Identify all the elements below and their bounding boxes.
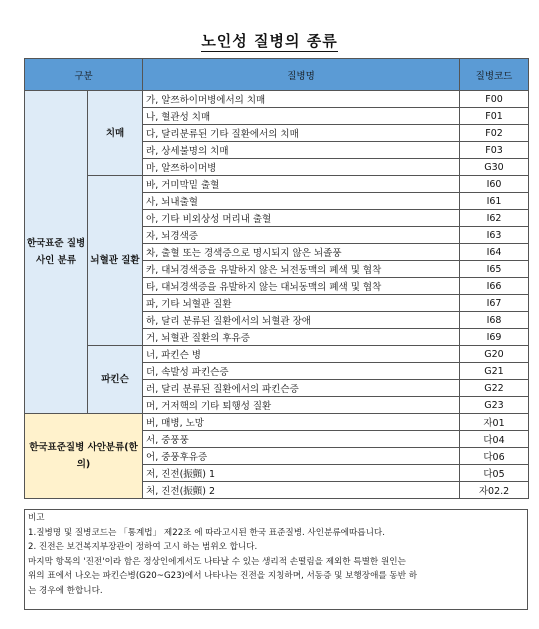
category-kcd: 한국표준 질병 사인 분류 bbox=[25, 91, 88, 414]
disease-name: 바, 거미막밑 출혈 bbox=[143, 176, 460, 193]
table-row bbox=[25, 176, 529, 193]
disease-code: 자01 bbox=[460, 414, 529, 431]
notes-heading: 비고 bbox=[28, 513, 45, 523]
disease-name: 너, 파킨슨 병 bbox=[143, 346, 460, 363]
disease-code: 다05 bbox=[460, 465, 529, 482]
disease-code: I68 bbox=[460, 312, 529, 329]
disease-code: I62 bbox=[460, 210, 529, 227]
disease-name: 나, 혈관성 치매 bbox=[143, 108, 460, 125]
disease-name: 다, 달리분류된 기타 질환에서의 치매 bbox=[143, 125, 460, 142]
disease-name: 가, 알쯔하이머병에서의 치매 bbox=[143, 91, 460, 108]
header-category: 구분 bbox=[25, 59, 143, 91]
disease-code: F01 bbox=[460, 108, 529, 125]
disease-code: I67 bbox=[460, 295, 529, 312]
note-line: 1.질병명 및 질병코드는 「통계법」 제22조 에 따라고시된 한국 표준질병. 사인분류에따릅니다. bbox=[28, 527, 385, 538]
disease-name: 차, 출혈 또는 경색증으로 명시되지 않은 뇌졸풍 bbox=[143, 244, 460, 261]
header-disease: 질병명 bbox=[143, 59, 460, 91]
disease-code: I64 bbox=[460, 244, 529, 261]
notes-box bbox=[24, 509, 528, 610]
disease-name: 저, 진전(振顫) 1 bbox=[143, 465, 460, 482]
disease-code: I63 bbox=[460, 227, 529, 244]
disease-code: G23 bbox=[460, 397, 529, 414]
disease-name: 사, 뇌내출혈 bbox=[143, 193, 460, 210]
table-header-row bbox=[25, 59, 529, 91]
disease-name: 파, 기타 뇌혈관 질환 bbox=[143, 295, 460, 312]
note-line: 는 경우에 한합니다. bbox=[28, 585, 103, 596]
disease-code: F03 bbox=[460, 142, 529, 159]
subgroup-cerebrovascular: 뇌혈관 질환 bbox=[88, 176, 143, 346]
table-row bbox=[25, 91, 529, 108]
disease-code: F02 bbox=[460, 125, 529, 142]
disease-name: 하, 달리 분류된 질환에서의 뇌혈관 장애 bbox=[143, 312, 460, 329]
table-row bbox=[25, 346, 529, 363]
disease-code: I65 bbox=[460, 261, 529, 278]
disease-code: I60 bbox=[460, 176, 529, 193]
disease-name: 서, 중풍풍 bbox=[143, 431, 460, 448]
disease-name: 카, 대뇌경색증을 유발하지 않은 뇌전동맥의 폐색 및 협착 bbox=[143, 261, 460, 278]
disease-code: I61 bbox=[460, 193, 529, 210]
disease-code: 자02.2 bbox=[460, 482, 529, 499]
subgroup-dementia: 치매 bbox=[88, 91, 143, 176]
disease-code: G21 bbox=[460, 363, 529, 380]
disease-name: 버, 매병, 노망 bbox=[143, 414, 460, 431]
table-row bbox=[25, 414, 529, 431]
disease-name: 라, 상세불명의 치매 bbox=[143, 142, 460, 159]
header-code: 질병코드 bbox=[460, 59, 529, 91]
note-line: 마지막 항목의 '진전'이라 함은 정상인에게서도 나타날 수 있는 생리적 손떨림을 제외한 특별한 원인는 bbox=[28, 556, 406, 567]
disease-name: 머, 거저핵의 기타 퇴행성 질환 bbox=[143, 397, 460, 414]
disease-name: 아, 기타 비외상성 머리내 출혈 bbox=[143, 210, 460, 227]
note-line: 위의 표에서 나오는 파킨슨병(G20~G23)에서 나타나는 진전을 지칭하며, 서동증 및 보행장애를 동반 하 bbox=[28, 571, 418, 581]
disease-code: G30 bbox=[460, 159, 529, 176]
disease-name: 러, 달리 분류된 질환에서의 파킨슨증 bbox=[143, 380, 460, 397]
disease-name: 더, 속발성 파킨슨증 bbox=[143, 363, 460, 380]
disease-name: 처, 진전(振顫) 2 bbox=[143, 482, 460, 499]
disease-code: I69 bbox=[460, 329, 529, 346]
disease-code: 다06 bbox=[460, 448, 529, 465]
subgroup-parkinson: 파킨슨 bbox=[88, 346, 143, 414]
disease-code: I66 bbox=[460, 278, 529, 295]
disease-code: 다04 bbox=[460, 431, 529, 448]
disease-code: G20 bbox=[460, 346, 529, 363]
disease-name: 어, 중풍후유증 bbox=[143, 448, 460, 465]
category-kcd-oriental: 한국표준질병 사안분류(한의) bbox=[25, 414, 143, 499]
note-line: 2. 진전은 보건복지부장관이 정하여 고시 하는 범위오 합니다. bbox=[28, 542, 258, 552]
disease-code: G22 bbox=[460, 380, 529, 397]
disease-name: 타, 대뇌경색증을 유발하지 않는 대뇌동맥의 폐색 및 협착 bbox=[143, 278, 460, 295]
disease-name: 자, 뇌경색증 bbox=[143, 227, 460, 244]
disease-table bbox=[24, 58, 529, 499]
disease-code: F00 bbox=[460, 91, 529, 108]
disease-name: 마, 알쯔하이머병 bbox=[143, 159, 460, 176]
page-title: 노인성 질병의 종류 bbox=[201, 32, 338, 50]
disease-name: 거, 뇌혈관 질환의 후유증 bbox=[143, 329, 460, 346]
